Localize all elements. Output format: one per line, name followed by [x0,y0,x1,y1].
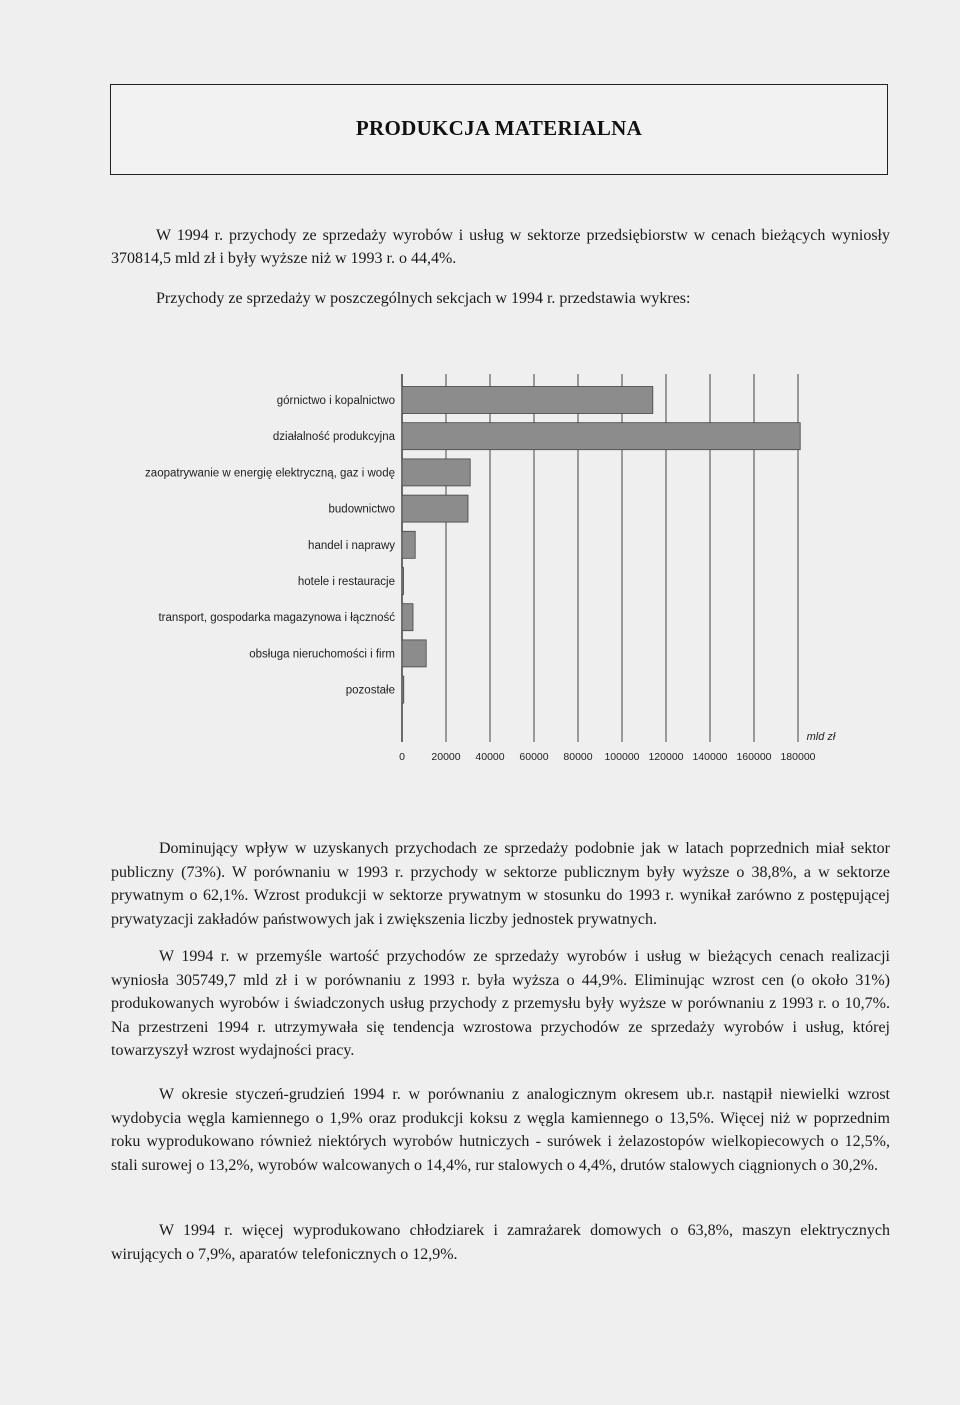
bar [402,459,470,486]
bar [402,495,468,522]
paragraph-mining-steel: W okresie styczeń-grudzień 1994 r. w porównaniu z analogicznym okresem ub.r. nastąpił niewielki wzrost wydobycia węgla kamiennego o 1,9% oraz produkcji koksu z węgla kamiennego o 13,5%. Więcej niż w poprzednim roku wyprodukowano również niektórych wyrobów hutniczych - surówek i żelazostopów wielkopiecowych o 12,5%, stali surowej o 13,2%, wyrobów walcowanych o 14,4%, rur stalowych o 4,4%, drutów stalowych ciągnionych o 30,2%. [111,1086,890,1174]
x-tick-label: 40000 [475,751,505,763]
chart-tick-labels [399,751,816,763]
x-tick-label: 80000 [563,751,593,763]
title-box [110,84,888,175]
x-tick-label: 100000 [604,751,640,763]
chart-category-labels [145,395,396,697]
bar [402,387,653,414]
x-tick-label: 140000 [692,751,728,763]
paragraph-appliances: W 1994 r. więcej wyprodukowano chłodziarek i zamrażarek domowych o 63,8%, maszyn elektrycznych wirujących o 7,9%, aparatów telefonicznych o 12,9%. [111,1222,890,1263]
bar [402,604,413,631]
category-label: górnictwo i kopalnictwo [276,395,395,407]
bar [402,676,404,703]
revenue-by-section-chart [0,360,960,780]
paragraph-public-sector: Dominujący wpływ w uzyskanych przychodach ze sprzedaży podobnie jak w latach poprzednich miał sektor publiczny (73%). W porównaniu w 1993 r. przychody w sektorze publicznym były wyższe o 38,8%, a w sektorze prywatnym o 62,1%. Wzrost produkcji w sektorze prywatnym w stosunku do 1993 r. wynikał zarówno z postępującej prywatyzacji zakładów państwowych jak i zwiększenia liczby jednostek prywatnych. [111,840,890,928]
x-tick-label: 60000 [519,751,549,763]
bar [402,423,800,450]
x-tick-label: 20000 [431,751,461,763]
category-label: zaopatrywanie w energię elektryczną, gaz i wodę [145,467,395,480]
category-label: budownictwo [328,503,395,516]
x-tick-label: 180000 [780,751,816,763]
bar [402,531,415,558]
category-label: hotele i restauracje [297,576,395,588]
x-tick-label: 0 [399,751,405,763]
paragraph-intro: W 1994 r. przychody ze sprzedaży wyrobów i usług w sektorze przedsiębiorstw w cenach bieżących wyniosły 370814,5 mld zł i były wyższe niż w 1993 r. o 44,4%. [111,227,890,267]
category-label: działalność produkcyjna [272,431,395,444]
category-label: obsługa nieruchomości i firm [249,648,395,661]
category-label: pozostałe [345,684,395,697]
bar [402,640,426,667]
paragraph-industry: W 1994 r. w przemyśle wartość przychodów ze sprzedaży wyrobów i usług w bieżących cenach realizacji wyniosła 305749,7 mld zł i w porównaniu z 1993 r. była wyższa o 44,9%. Eliminując wzrost cen (o około 31%) produkowanych wyrobów i świadczonych usług przychody z przemysłu były wyższe w porównaniu z 1993 r. o 10,7%. Na przestrzeni 1994 r. utrzymywała się tendencja wzrostowa przychodów ze sprzedaży wyrobów i usług, której towarzyszył wzrost wydajności pracy. [111,948,890,1059]
paragraph-chart-intro: Przychody ze sprzedaży w poszczególnych sekcjach w 1994 r. przedstawia wykres: [156,290,691,307]
x-tick-label: 120000 [648,751,684,763]
chart-unit-label: mld zł [806,731,836,743]
category-label: handel i naprawy [308,539,395,552]
x-tick-label: 160000 [736,751,772,763]
bar [402,568,404,595]
category-label: transport, gospodarka magazynowa i łączność [158,612,395,625]
chart-bars [402,387,800,704]
page-title: PRODUKCJA MATERIALNA [355,116,643,140]
